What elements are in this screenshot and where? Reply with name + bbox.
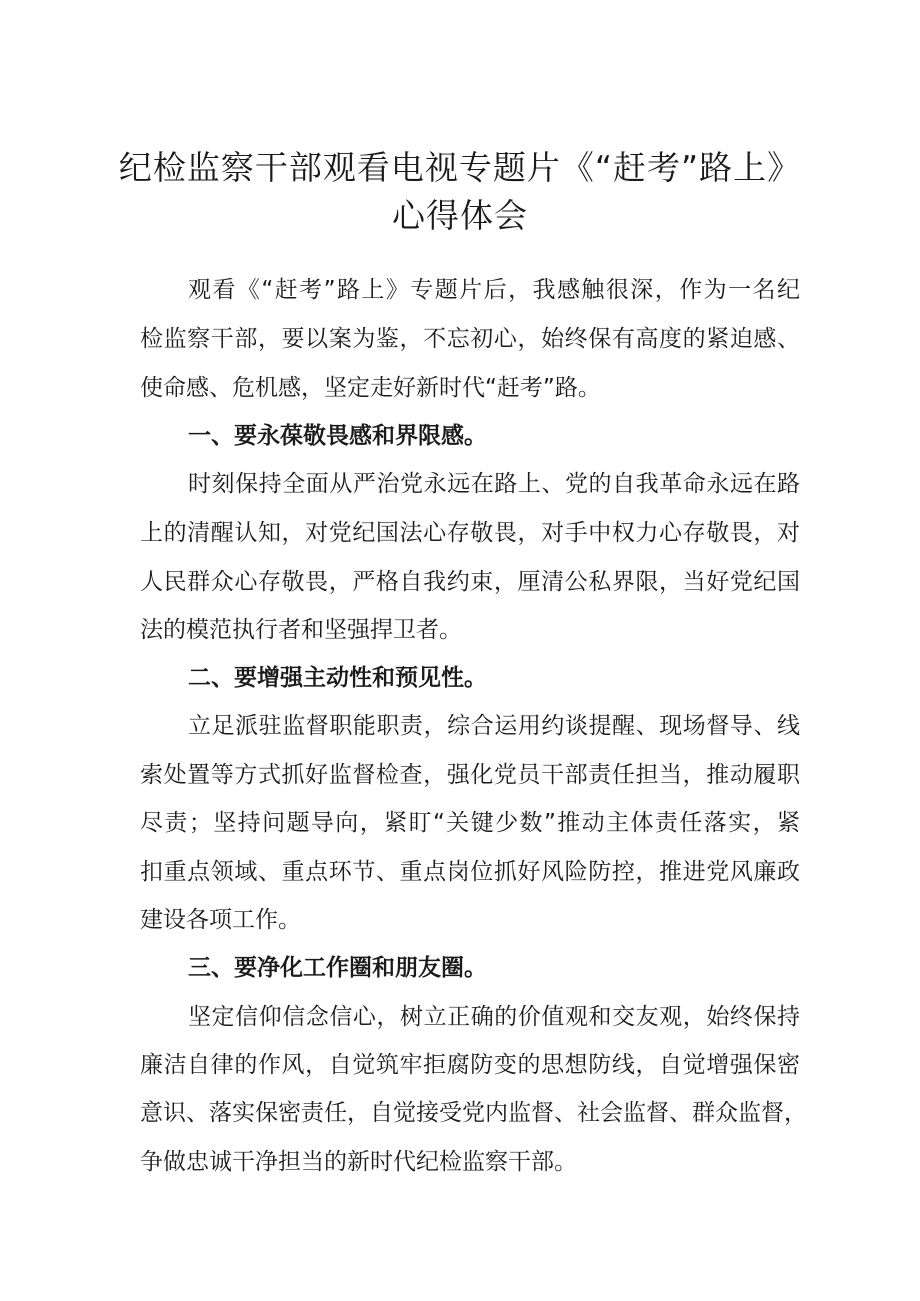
document-title-line-2: 心得体会 bbox=[392, 196, 528, 235]
intro-line: 观看《“赶考”路上》专题片后，我感触很深，作为一名纪 bbox=[188, 277, 800, 303]
section-3-line: 坚定信仰信念信心，树立正确的价值观和交友观，始终保持 bbox=[188, 1004, 800, 1030]
section-heading-1: 一、要永葆敬畏感和界限感。 bbox=[188, 423, 487, 449]
intro-line: 检监察干部，要以案为鉴，不忘初心，始终保有高度的紧迫感、 bbox=[140, 326, 800, 352]
section-3-line: 意识、落实保密责任，自觉接受党内监督、社会监督、群众监督， bbox=[140, 1100, 807, 1126]
section-3-line: 廉洁自律的作风，自觉筑牢拒腐防变的思想防线，自觉增强保密 bbox=[140, 1052, 800, 1078]
section-1-line: 上的清醒认知，对党纪国法心存敬畏，对手中权力心存敬畏，对 bbox=[140, 520, 800, 546]
section-2-line: 立足派驻监督职能职责，综合运用约谈提醒、现场督导、线 bbox=[188, 713, 800, 739]
section-2-line: 建设各项工作。 bbox=[140, 907, 301, 933]
section-1-line: 人民群众心存敬畏，严格自我约束，厘清公私界限，当好党纪国 bbox=[140, 569, 800, 595]
document-title-line-1: 纪检监察干部观看电视专题片《“赶考”路上》 bbox=[118, 148, 802, 187]
section-2-line: 索处置等方式抓好监督检查，强化党员干部责任担当，推动履职 bbox=[140, 762, 800, 788]
section-heading-3: 三、要净化工作圈和朋友圈。 bbox=[188, 955, 487, 981]
section-2-line: 尽责；坚持问题导向，紧盯“关键少数”推动主体责任落实，紧 bbox=[140, 810, 800, 836]
section-heading-2: 二、要增强主动性和预见性。 bbox=[188, 665, 487, 691]
section-3-line: 争做忠诚干净担当的新时代纪检监察干部。 bbox=[140, 1149, 577, 1175]
section-1-line: 法的模范执行者和坚强捍卫者。 bbox=[140, 617, 462, 643]
intro-line: 使命感、危机感，坚定走好新时代“赶考”路。 bbox=[140, 375, 601, 401]
section-1-line: 时刻保持全面从严治党永远在路上、党的自我革命永远在路 bbox=[188, 471, 800, 497]
section-2-line: 扣重点领域、重点环节、重点岗位抓好风险防控，推进党风廉政 bbox=[140, 859, 800, 885]
